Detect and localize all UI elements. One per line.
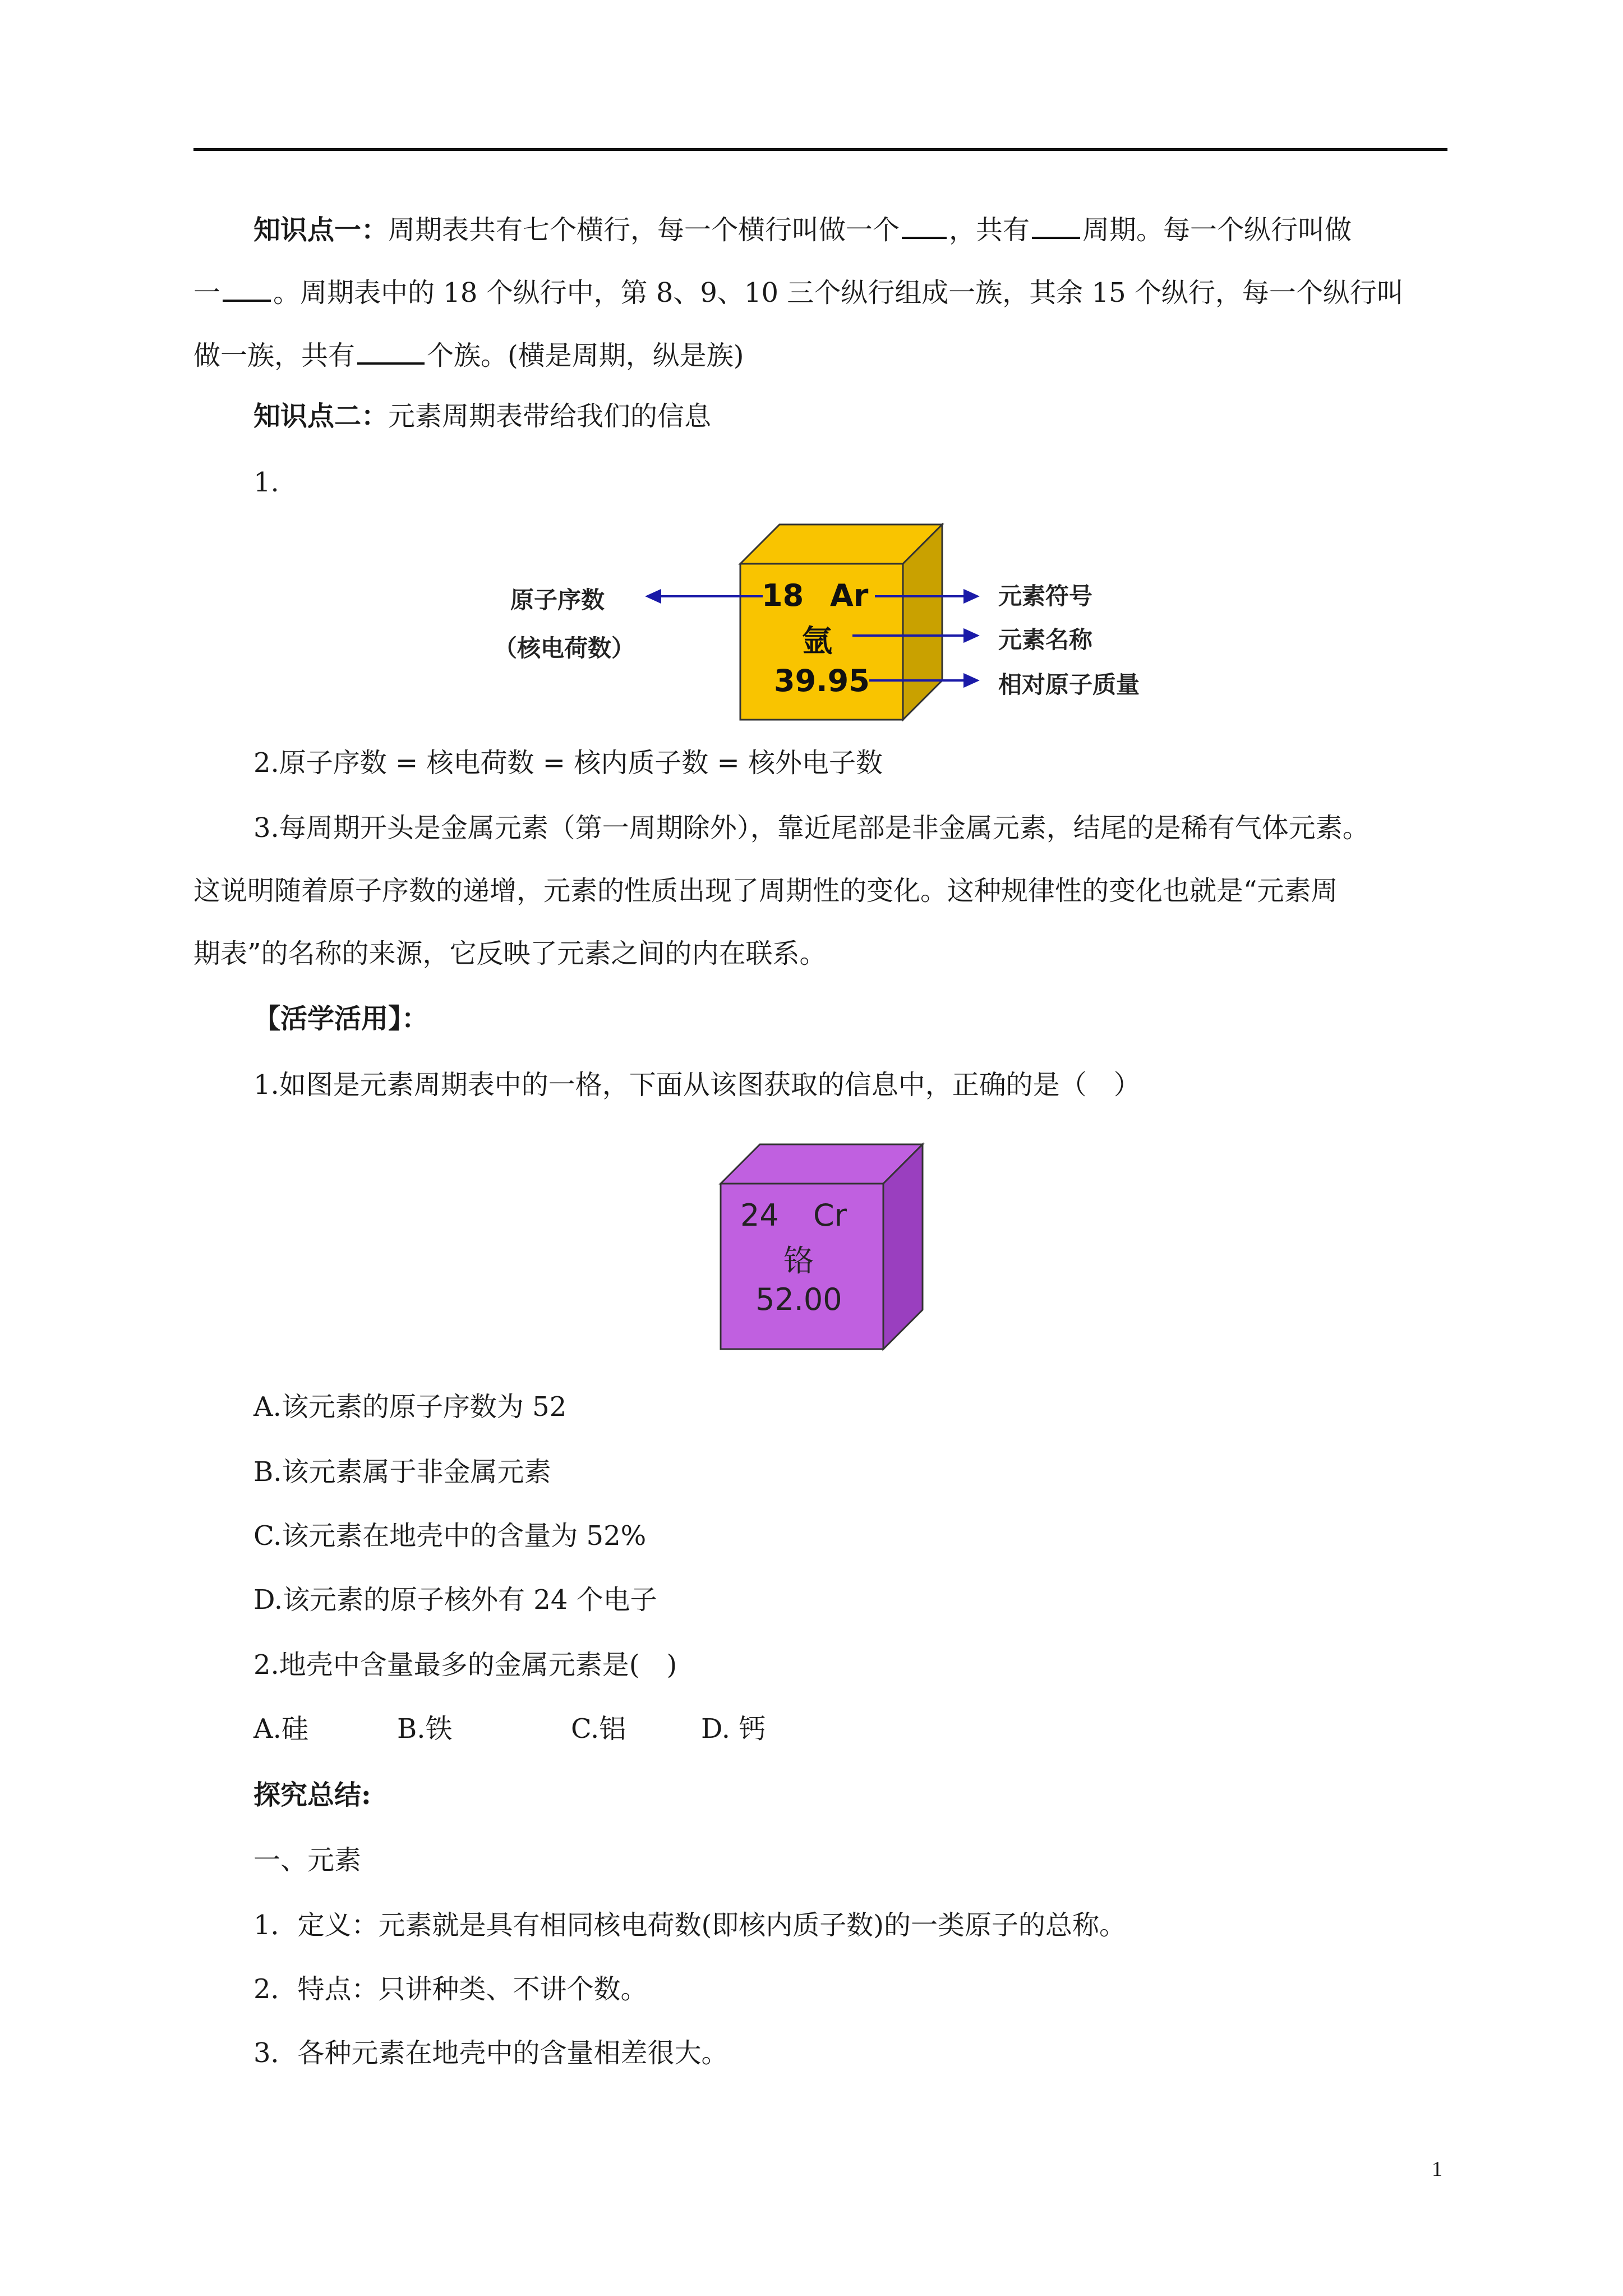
summary-section: 一、元素 — [253, 1844, 362, 1876]
kp1-text-a: 周期表共有七个横行，每一个横行叫做一个 — [388, 214, 900, 246]
kp1-line2-a: 一 — [193, 277, 221, 309]
q2-option-a[interactable]: A.硅 — [253, 1713, 308, 1745]
cr-mass: 52.00 — [755, 1282, 842, 1317]
cr-name: 铬 — [783, 1243, 814, 1278]
atomic-number-arrowhead — [648, 591, 660, 602]
kp2-item-3-line-1: 3.每周期开头是金属元素（第一周期除外），靠近尾部是非金属元素，结尾的是稀有气体元素。 — [253, 812, 1370, 844]
cr-cube-graphic — [718, 1142, 931, 1352]
kp1-line-2 — [193, 274, 1450, 310]
q2-option-b[interactable]: B.铁 — [397, 1713, 453, 1745]
cr-symbol: Cr — [813, 1198, 847, 1233]
q2-options — [253, 1712, 1510, 1746]
kp2-item-3-line-3: 期表”的名称的来源，它反映了元素之间的内在联系。 — [193, 938, 827, 969]
cr-atomic-number: 24 — [740, 1198, 779, 1233]
kp1-line-1 — [253, 211, 1510, 247]
kp2-heading — [253, 399, 1510, 433]
summary-item-1: 1．定义：元素就是具有相同核电荷数(即核内质子数)的一类原子的总称。 — [253, 1910, 1126, 1941]
element-cell-diagram-cr — [718, 1142, 931, 1352]
blank-1[interactable] — [902, 211, 947, 239]
q2-option-c[interactable]: C.铝 — [571, 1713, 626, 1745]
ar-name: 氩 — [802, 623, 832, 659]
atomic-number-label: 原子序数 — [510, 586, 605, 614]
kp1-line-3 — [193, 337, 1450, 372]
summary-heading: 探究总结: — [253, 1779, 371, 1811]
symbol-arrowhead — [965, 591, 977, 602]
element-cell-diagram-ar — [494, 522, 1166, 724]
q1-option-c[interactable]: C.该元素在地壳中的含量为 52% — [253, 1520, 647, 1552]
ar-symbol: Ar — [830, 578, 869, 613]
question-2: 2.地壳中含量最多的金属元素是( ) — [253, 1649, 677, 1681]
blank-4[interactable] — [357, 337, 425, 365]
kp2-item-1: 1. — [253, 467, 279, 498]
page-number: 1 — [1432, 2157, 1442, 2181]
kp2-item-3-line-2: 这说明随着原子序数的递增，元素的性质出现了周期性的变化。这种规律性的变化也就是“元素周 — [193, 875, 1338, 907]
q1-option-b[interactable]: B.该元素属于非金属元素 — [253, 1456, 551, 1488]
q2-option-d[interactable]: D. 钙 — [701, 1713, 766, 1745]
q1-option-a[interactable]: A.该元素的原子序数为 52 — [253, 1391, 567, 1423]
kp1-line2-b: 。周期表中的 18 个纵行中，第 8、9、10 三个纵行组成一族，其余 15 个纵行，每一个纵行叫 — [273, 277, 1404, 309]
kp1-line3-b: 个族。(横是周期，纵是族) — [427, 340, 744, 371]
ar-atomic-number: 18 — [762, 578, 804, 613]
kp1-line3-a: 做一族，共有 — [193, 340, 356, 371]
nuclear-charge-label: （核电荷数） — [494, 634, 635, 662]
header-rule — [193, 148, 1447, 151]
kp2-item-2: 2.原子序数 = 核电荷数 = 核内质子数 = 核外电子数 — [253, 747, 883, 779]
mass-label: 相对原子质量 — [998, 671, 1140, 698]
mass-arrowhead — [965, 675, 977, 686]
kp2-text: 元素周期表带给我们的信息 — [388, 401, 712, 432]
ar-mass: 39.95 — [774, 663, 870, 698]
question-1: 1.如图是元素周期表中的一格，下面从该图获取的信息中，正确的是（ ） — [253, 1069, 1141, 1101]
kp2-label: 知识点二： — [253, 401, 389, 432]
name-label: 元素名称 — [998, 626, 1093, 654]
q1-option-d[interactable]: D.该元素的原子核外有 24 个电子 — [253, 1584, 657, 1616]
summary-item-3: 3．各种元素在地壳中的含量相差很大。 — [253, 2037, 728, 2069]
practice-heading: 【活学活用】： — [253, 1003, 429, 1034]
kp1-text-c: 周期。每一个纵行叫做 — [1082, 214, 1352, 246]
symbol-label: 元素符号 — [998, 582, 1093, 610]
name-arrowhead — [965, 630, 977, 641]
kp1-label: 知识点一： — [253, 214, 389, 246]
kp1-text-b: ，共有 — [949, 214, 1030, 246]
blank-2[interactable] — [1032, 211, 1080, 239]
blank-3[interactable] — [223, 274, 271, 302]
summary-item-2: 2．特点：只讲种类、不讲个数。 — [253, 1973, 648, 2005]
